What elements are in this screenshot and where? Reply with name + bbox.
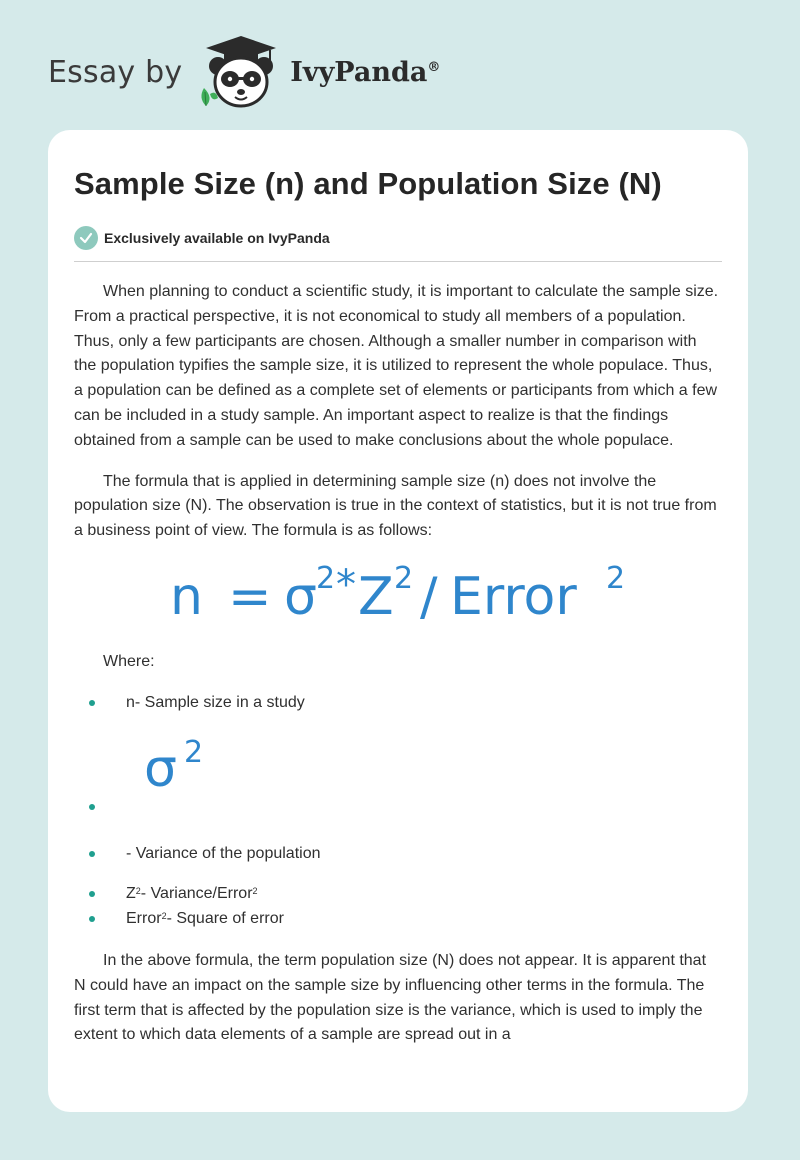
formula-star: * (336, 561, 356, 608)
ivypanda-logo-icon[interactable] (196, 34, 286, 110)
list-item: n- Sample size in a study (74, 691, 722, 716)
sigma-squared-image (144, 732, 224, 792)
formula-sigma: σ (284, 566, 317, 627)
checkmark-icon (74, 226, 98, 250)
where-label: Where: (103, 652, 155, 670)
brand-name: IvyPanda® (290, 56, 441, 88)
sample-size-formula-image (170, 560, 670, 630)
formula-error: Error (450, 566, 577, 627)
sigma-sup: 2 (184, 734, 204, 770)
list-item (74, 732, 722, 826)
variable-list (74, 691, 722, 932)
bullet-icon (89, 851, 95, 857)
list-item: $Z^2-$ Variance/Error$^2$ (74, 882, 722, 907)
formula-slash: / (420, 566, 438, 627)
essay-card (48, 130, 748, 1112)
formula-error-sup: 2 (606, 560, 626, 596)
paragraph-intro: When planning to conduct a scientific study, it is important to calculate the sample size. From a practical perspective, it is not economical to study all members of a population. Thus, only a few participants are chosen. Although a smaller number in comparison with the population typifies the sample size, it is utilized to represent the whole populace. Thus, a population can be defined as a complete set of elements or participants from which a few can be included in a study sample. An important aspect to realize is that the findings obtained from a sample can be used to make conclusions about the whole populace. (74, 283, 719, 449)
formula-z: Z (358, 566, 394, 627)
bullet-icon (89, 916, 95, 922)
formula-n: n (170, 566, 203, 627)
formula-z-sup: 2 (394, 560, 414, 596)
paragraph-closing: In the above formula, the term population size (N) does not appear. It is apparent that N could have an impact on the sample size by influencing other terms in the formula. The first term that is affected by the population size is the variance, which is used to imply the extent to which data elements of a sample are spread out in a (74, 951, 707, 1044)
bullet-icon (89, 804, 95, 810)
formula-equals: = (228, 566, 272, 627)
exclusive-badge-text: Exclusively available on IvyPanda (104, 230, 330, 246)
page-title: Sample Size (n) and Population Size (N) (74, 166, 662, 201)
essay-by-label: Essay by (48, 54, 183, 90)
formula-sigma-sup: 2 (316, 560, 336, 596)
bullet-icon (89, 891, 95, 897)
divider (74, 261, 722, 262)
list-item: Error$^2$- Square of error (74, 907, 722, 932)
sigma-glyph: σ (144, 738, 177, 792)
site-header (48, 34, 440, 110)
bullet-icon (89, 700, 95, 706)
exclusive-badge (74, 224, 722, 252)
paragraph-formula-intro: The formula that is applied in determining sample size (n) does not involve the population size (N). The observation is true in the context of statistics, but it is not true from a business point of view. The formula is as follows: (74, 472, 717, 540)
list-item: - Variance of the population (74, 842, 722, 867)
